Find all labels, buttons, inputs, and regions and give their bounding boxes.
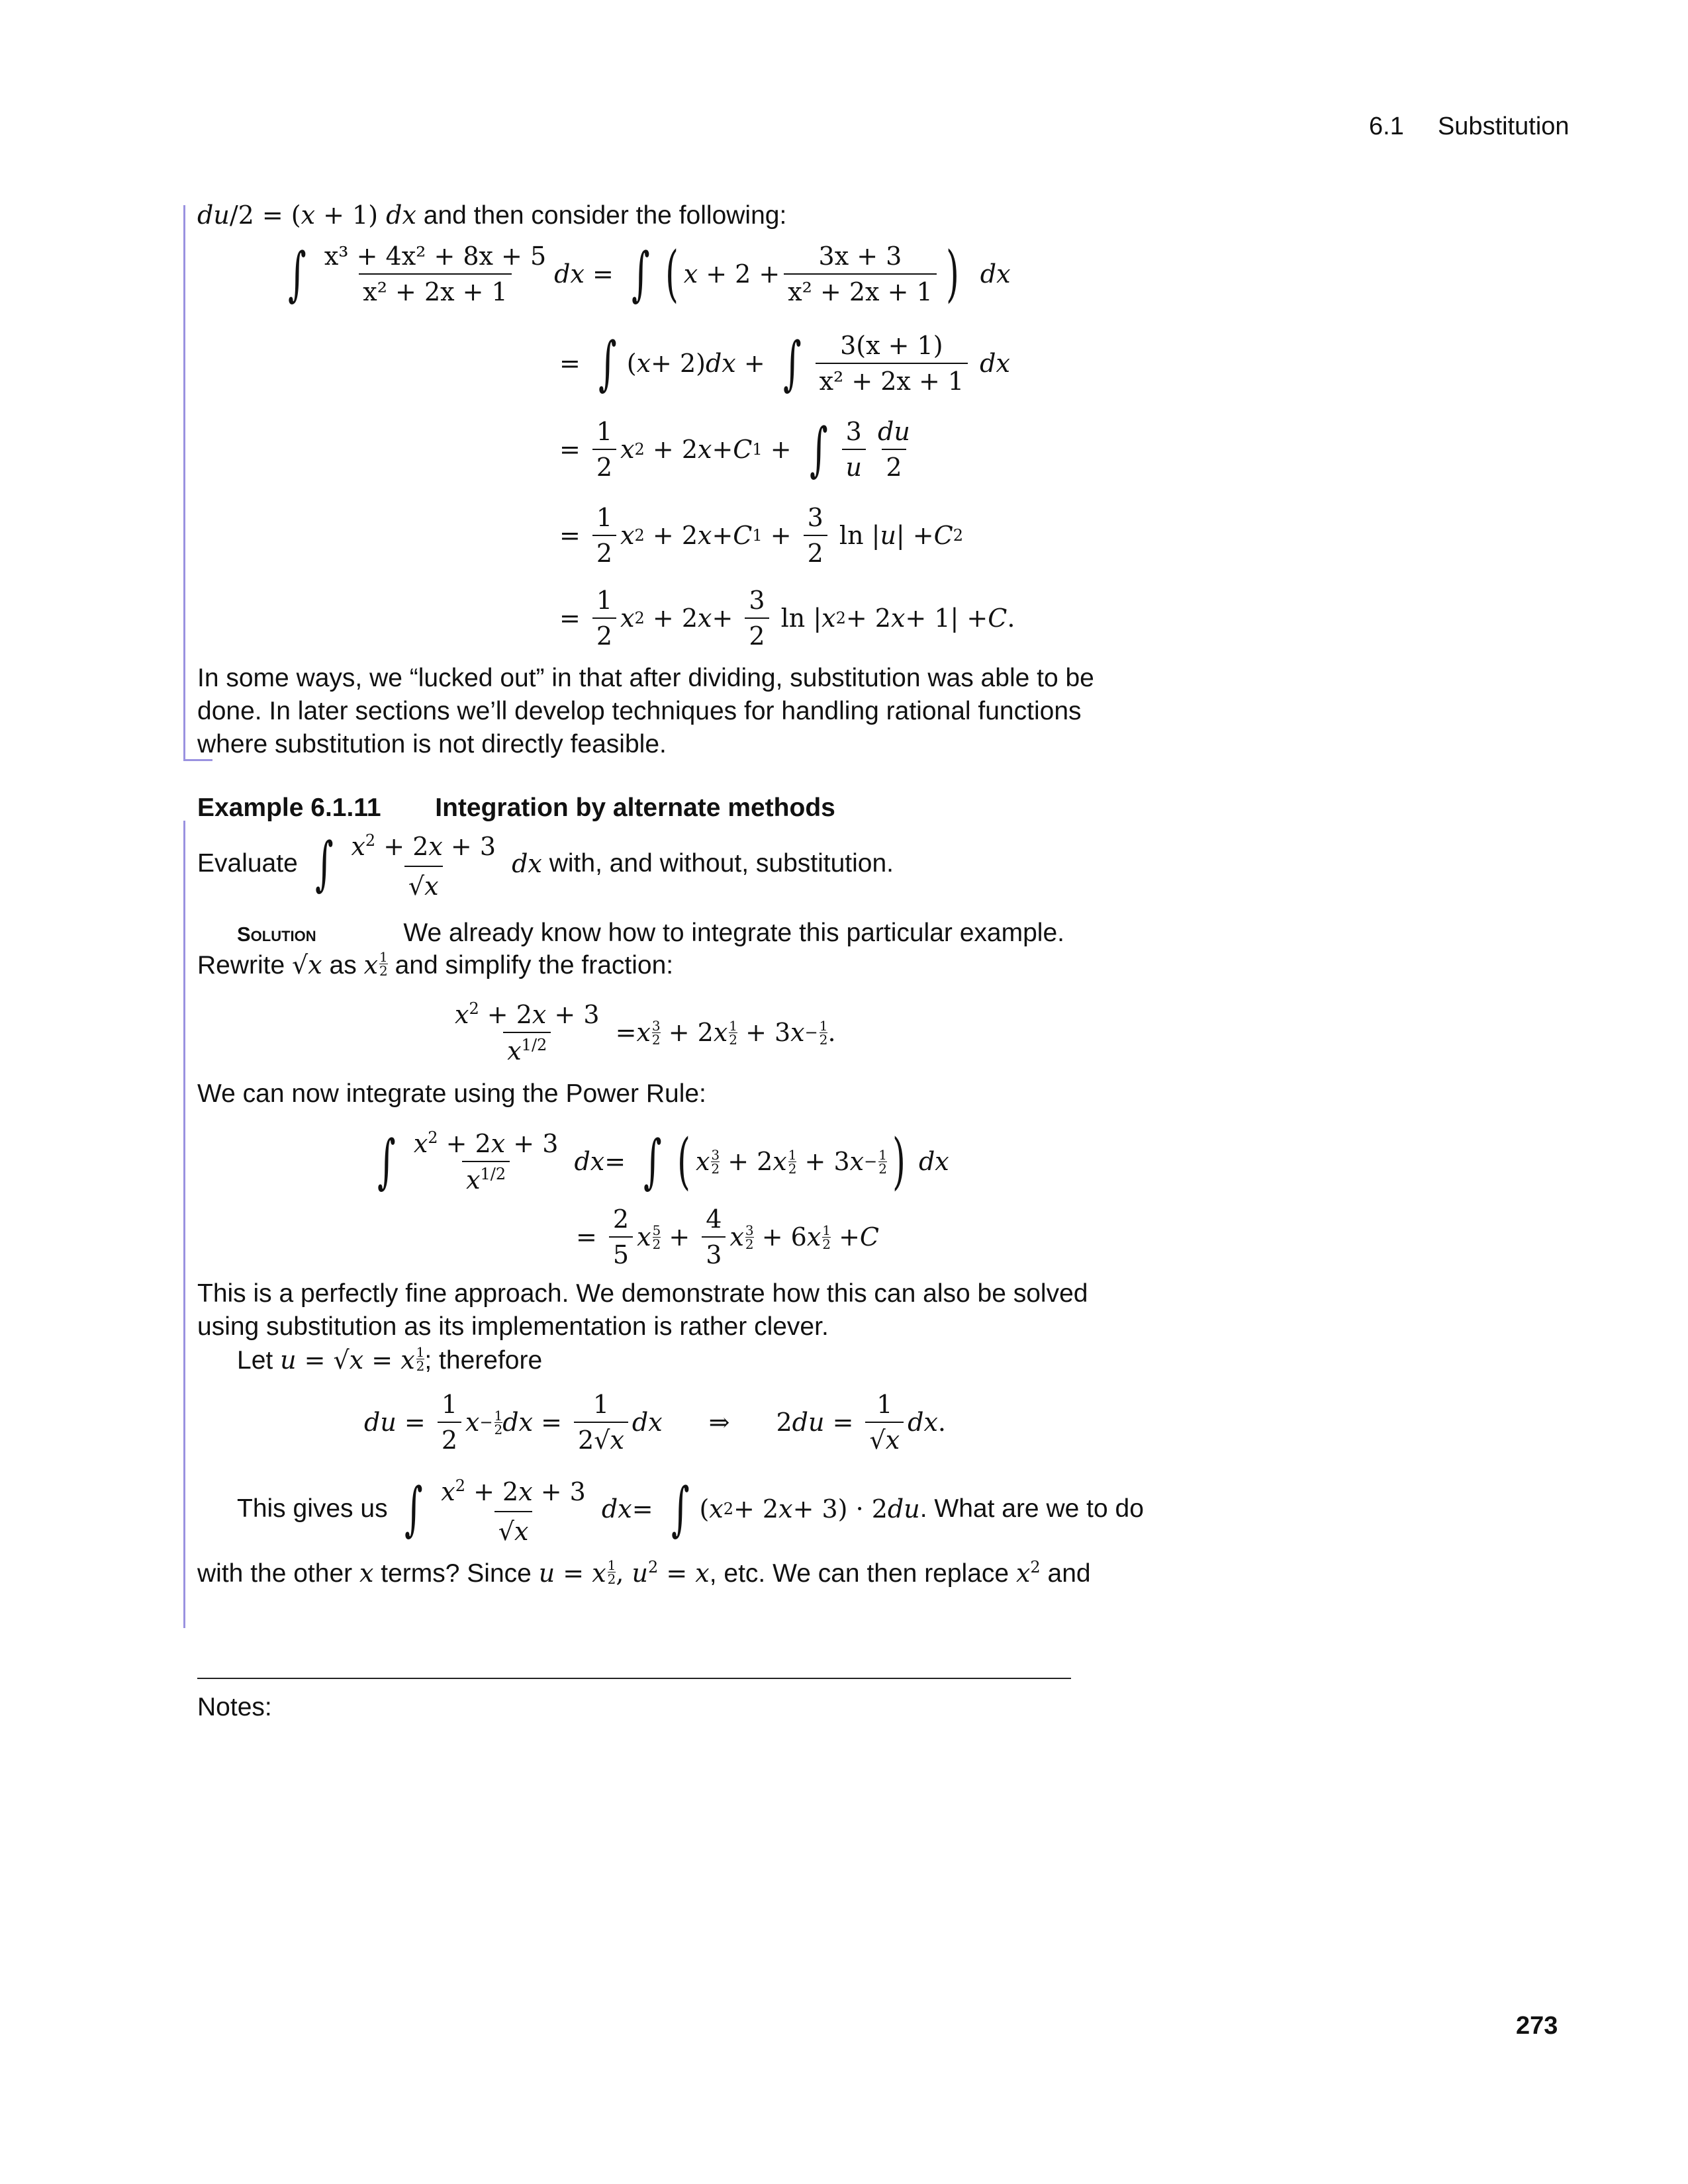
margin-bar-example: [183, 821, 185, 1628]
derivation1-line4: = $\frac{1}{2}$ x 2 + 2 x + $\frac{3}{2}$ ln | x 2 + 2 x + 1| + C .: [559, 586, 1015, 651]
example-statement: Evaluate ∫ $\frac{x^2 + 2x + 3}{√x}$ dx with, and without, substitution.: [197, 824, 894, 903]
intro-text: and then consider the following:: [423, 201, 787, 230]
running-header: [1369, 113, 1570, 141]
what-text: . What are we to do: [919, 1494, 1144, 1523]
line2-denominator: x² + 2x + 1: [816, 363, 968, 396]
margin-bar-top: [183, 205, 185, 761]
line1-numerator: 3x + 3: [818, 242, 902, 271]
lhs-denominator: x² + 2x + 1: [359, 273, 511, 306]
as-word: as: [329, 951, 357, 979]
example-heading: [197, 792, 835, 825]
paragraph-line: This is a perfectly fine approach. We demonstrate how this can also be solved: [197, 1279, 1088, 1308]
paragraph-line: In some ways, we “lucked out” in that after dividing, substitution was able to be: [197, 664, 1094, 692]
derivation1-line3: = $\frac{1}{2}$ x 2 + 2 x + C 1 + $\frac{3}{2}$ ln | u | + C 2: [559, 503, 964, 568]
lhs-numerator: x³ + 4x² + 8x + 5: [324, 242, 547, 271]
statement-tail: with, and without, substitution.: [549, 848, 894, 878]
rewrite-word: Rewrite: [197, 951, 285, 979]
solution-text1: We already know how to integrate this particular example.: [403, 919, 1064, 947]
derivation1-line0: ∫ $\frac{\text{x³ + 4x² + 8x + 5}}{\text{x² + 2x + 1}}$ dx = ∫ ( x + 2 + $\frac{3x + 3}{\text{x² + 2x + 1}}$ ) dx: [288, 238, 1011, 309]
paragraph-lucked-out: [197, 662, 1094, 761]
line1-denominator: x² + 2x + 1: [784, 273, 936, 306]
section-number: 6.1: [1369, 113, 1404, 140]
evaluate-word: Evaluate: [197, 848, 298, 878]
solution-line1: [237, 917, 1064, 951]
solution-label: Solution: [237, 923, 316, 946]
fine-approach-paragraph: [197, 1277, 1088, 1343]
derivation1-line1: = ∫ ( x + 2) dx + ∫ $\frac{3(x + 1)}{\text{x² + 2x + 1}}$ dx: [559, 329, 1010, 397]
simplify-text: and simplify the fraction:: [395, 951, 674, 979]
let-line: Let u = √x = x $\frac{1}{2}$ ; therefore: [237, 1344, 543, 1375]
other-terms-line: with the other x terms? Since u = x $\frac{1}{2}$ , $u^2 = x$, etc. We can then replace $x^2$ and: [197, 1557, 1091, 1588]
intro-line: du/2 = (x + 1) dx and then consider the following:: [197, 201, 787, 230]
page-number: 273: [1516, 2012, 1558, 2040]
paragraph-line: done. In later sections we’ll develop techniques for handling rational functions: [197, 697, 1082, 725]
simplify-equation: $\frac{x^2 + 2x + 3}{x^{1/2}}$ = x 3 2 + 2 x 1 2 + 3 x − $\frac{1}{2}$ .: [455, 999, 836, 1066]
paragraph-line: where substitution is not directly feasible.: [197, 730, 667, 758]
notes-divider: [197, 1678, 1071, 1679]
paragraph-line: using substitution as its implementation is rather clever.: [197, 1312, 829, 1341]
gives-line: This gives us ∫ $\frac{x^2 + 2x + 3}{√x}$ dx = ∫ ( x 2 + 2 x + 3) · 2 du . What are we to do: [237, 1469, 1144, 1548]
notes-label: Notes:: [197, 1693, 272, 1721]
power-rule-line: We can now integrate using the Power Rule:: [197, 1079, 706, 1108]
du-equation: du = $\frac{1}{2}$ x − $\frac{1}{2}$ dx = $\frac{1}{2√x}$ dx ⇒ 2 du = $\frac{1}{√x}$ dx .: [364, 1390, 946, 1455]
power-rule-line0: ∫ $\frac{x^2 + 2x + 3}{x^{1/2}}$ dx = ∫ ( x 3 2 + 2 x 1 2 + 3 x − $\frac{1}{2}$ ) dx: [377, 1126, 949, 1197]
power-rule-line1: = $\frac{2}{5}$ x 5 2 + $\frac{4}{3}$ x 3 2 + 6 x 1 2 + C: [576, 1205, 879, 1269]
line2-numerator: 3(x + 1): [840, 331, 943, 360]
derivation1-line2: = $\frac{1}{2}$ x 2 + 2 x + C 1 + ∫ $\frac{3}{u}$ $\frac{du}{2}$: [559, 415, 910, 483]
etc-text: , etc. We can then replace: [709, 1559, 1009, 1588]
terms-text: terms? Since: [381, 1559, 532, 1588]
example-title: Integration by alternate methods: [435, 794, 835, 822]
therefore-word: ; therefore: [424, 1346, 543, 1375]
section-title: Substitution: [1437, 113, 1570, 140]
with-text: with the other: [197, 1559, 353, 1588]
let-word: Let: [237, 1346, 273, 1375]
example-label: Example 6.1.11: [197, 794, 381, 822]
and-word: and: [1047, 1559, 1091, 1588]
solution-line2: Rewrite √x as x $\frac{1}{2}$ and simplify the fraction:: [197, 949, 674, 979]
gives-word: This gives us: [237, 1494, 388, 1523]
